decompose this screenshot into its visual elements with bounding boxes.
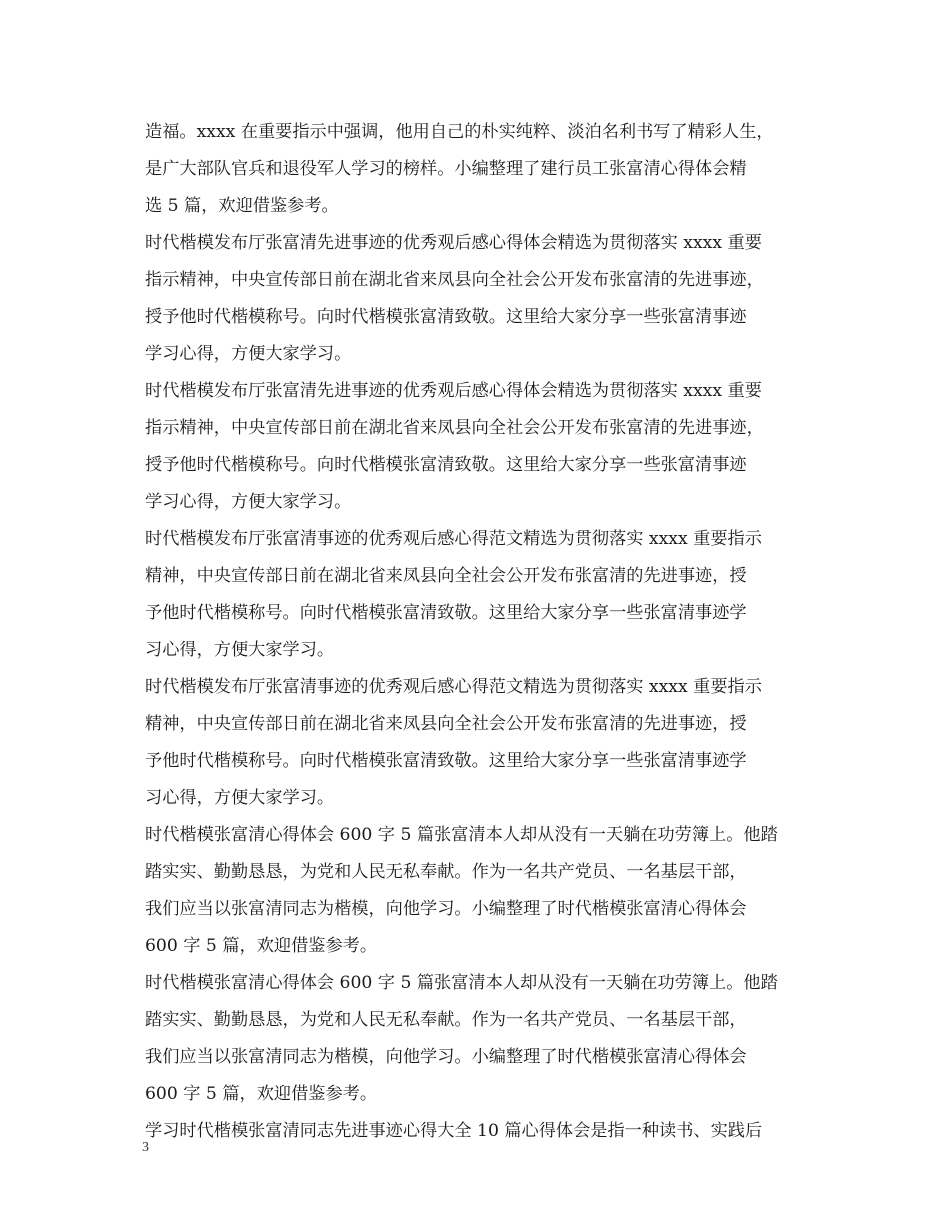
text-line: 予他时代楷模称号。向时代楷模张富清致敬。这里给大家分享一些张富清事迹学: [145, 751, 747, 771]
text-line: 学习时代楷模张富清同志先进事迹心得大全 10 篇心得体会是指一种读书、实践后: [145, 1121, 763, 1141]
text-line: 造福。xxxx 在重要指示中强调，他用自己的朴实纯粹、淡泊名利书写了精彩人生，: [145, 122, 774, 142]
text-line: 指示精神，中央宣传部日前在湖北省来凤县向全社会公开发布张富清的先进事迹，: [145, 418, 764, 438]
text-line: 授予他时代楷模称号。向时代楷模张富清致敬。这里给大家分享一些张富清事迹: [145, 455, 747, 475]
text-line: 时代楷模发布厅张富清事迹的优秀观后感心得范文精选为贯彻落实 xxxx 重要指示: [145, 677, 762, 697]
text-line: 踏实实、勤勤恳恳，为党和人民无私奉献。作为一名共产党员、一名基层干部，: [145, 862, 747, 882]
text-line: 精神，中央宣传部日前在湖北省来凤县向全社会公开发布张富清的先进事迹，授: [145, 714, 747, 734]
text-line: 习心得，方便大家学习。: [145, 640, 335, 660]
text-line: 是广大部队官兵和退役军人学习的榜样。小编整理了建行员工张富清心得体会精: [145, 159, 747, 179]
text-line: 予他时代楷模称号。向时代楷模张富清致敬。这里给大家分享一些张富清事迹学: [145, 603, 747, 623]
text-line: 时代楷模张富清心得体会 600 字 5 篇张富清本人却从没有一天躺在功劳簿上。他踏: [145, 825, 778, 845]
text-line: 授予他时代楷模称号。向时代楷模张富清致敬。这里给大家分享一些张富清事迹: [145, 307, 747, 327]
text-line: 踏实实、勤勤恳恳，为党和人民无私奉献。作为一名共产党员、一名基层干部，: [145, 1010, 747, 1030]
text-line: 600 字 5 篇，欢迎借鉴参考。: [145, 936, 378, 956]
text-line: 时代楷模发布厅张富清先进事迹的优秀观后感心得体会精选为贯彻落实 xxxx 重要: [145, 381, 762, 401]
text-line: 选 5 篇，欢迎借鉴参考。: [145, 196, 339, 216]
text-line: 我们应当以张富清同志为楷模，向他学习。小编整理了时代楷模张富清心得体会: [145, 1047, 747, 1067]
text-line: 时代楷模发布厅张富清事迹的优秀观后感心得范文精选为贯彻落实 xxxx 重要指示: [145, 529, 762, 549]
text-line: 学习心得，方便大家学习。: [145, 344, 352, 364]
page-number: 3: [142, 1140, 149, 1155]
text-line: 习心得，方便大家学习。: [145, 788, 335, 808]
text-line: 学习心得，方便大家学习。: [145, 492, 352, 512]
text-line: 时代楷模张富清心得体会 600 字 5 篇张富清本人却从没有一天躺在功劳簿上。他踏: [145, 973, 778, 993]
text-line: 时代楷模发布厅张富清先进事迹的优秀观后感心得体会精选为贯彻落实 xxxx 重要: [145, 233, 762, 253]
text-line: 600 字 5 篇，欢迎借鉴参考。: [145, 1084, 378, 1104]
body-text: [145, 114, 825, 1150]
text-line: 指示精神，中央宣传部日前在湖北省来凤县向全社会公开发布张富清的先进事迹，: [145, 270, 764, 290]
text-line: 精神，中央宣传部日前在湖北省来凤县向全社会公开发布张富清的先进事迹，授: [145, 566, 747, 586]
text-line: 我们应当以张富清同志为楷模，向他学习。小编整理了时代楷模张富清心得体会: [145, 899, 747, 919]
